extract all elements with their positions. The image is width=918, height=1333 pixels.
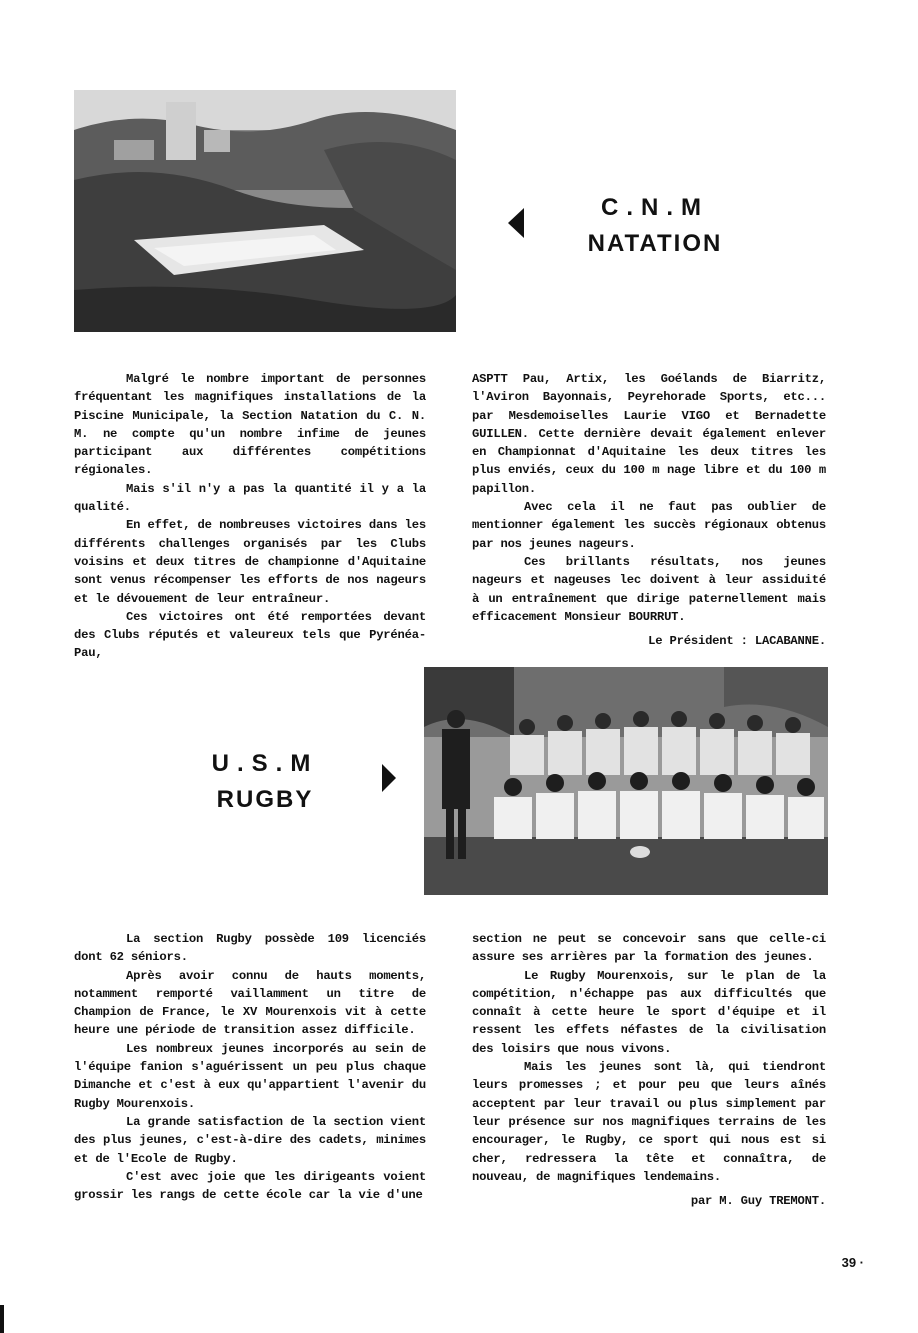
right-arrow-icon: [382, 764, 396, 792]
natation-title: [560, 190, 750, 262]
rugby-column-1: [74, 930, 426, 1204]
paragraph: Ces brillants résultats, nos jeunes nageurs et nageuses lec doivent à leur assiduité à un entraînement que dirige paternellement mais efficacement Monsieur BOURRUT.: [472, 554, 826, 624]
paragraph: ASPTT Pau, Artix, les Goélands de Biarritz, l'Aviron Bayonnais, Peyrehorade Sports, etc... par Mesdemoiselles Laurie VIGO et Bernadette GUILLEN. Cette dernière devait également enlever en Championnat d'Aquitaine les deux titres les plus enviés, ceux du 100 m nage libre et du 100 m papillon.: [472, 372, 826, 496]
rugby-signature: par M. Guy TREMONT.: [690, 1194, 826, 1209]
natation-column-1: [74, 370, 426, 663]
paragraph: section ne peut se concevoir sans que celle-ci assure ses arrières par la formation des jeunes.: [472, 932, 826, 965]
paragraph: Mais s'il n'y a pas la quantité il y a la qualité.: [74, 481, 426, 515]
paragraph: En effet, de nombreuses victoires dans les différents challenges organisés par les Clubs voisins et deux titres de championne d'Aquitaine sont venus récompenser les efforts de nos nageurs et le dévouement de leur entraîneur.: [74, 518, 426, 606]
paragraph: Le Rugby Mourenxois, sur le plan de la compétition, n'échappe pas aux difficultés que connaît à cette heure le sport d'équipe et il ressent les effets néfastes de la civilisation des loisirs que nous vivons.: [472, 968, 826, 1056]
pool-photo: [74, 90, 456, 332]
paragraph: Après avoir connu de hauts moments, notamment remporté vaillamment un titre de Champion de France, le XV Mourenxois vit à cette heure une période de transition assez difficile.: [74, 968, 426, 1038]
rugby-column-2: [472, 930, 826, 1210]
rugby-title-line1: U.S.M: [211, 750, 319, 777]
natation-title-line1: C.N.M: [601, 194, 709, 221]
paragraph: Ces victoires ont été remportées devant des Clubs réputés et valeureux tels que Pyrénéa-Pau,: [74, 609, 426, 661]
rugby-team-photo: [424, 667, 828, 895]
left-arrow-icon: [508, 208, 524, 238]
paragraph: C'est avec joie que les dirigeants voient grossir les rangs de cette école car la vie d'une: [74, 1169, 426, 1203]
scan-edge-mark: [0, 1305, 4, 1333]
page-number: 39 ·: [841, 1255, 864, 1270]
paragraph: Avec cela il ne faut pas oublier de mentionner également les succès régionaux obtenus par nos jeunes nageurs.: [472, 500, 826, 551]
rugby-title-line2: RUGBY: [216, 786, 314, 813]
natation-title-line2: NATATION: [587, 230, 723, 257]
paragraph: La grande satisfaction de la section vient des plus jeunes, c'est-à-dire des cadets, minimes et de l'Ecole de Rugby.: [74, 1114, 426, 1166]
natation-column-2: [472, 370, 826, 650]
paragraph: Mais les jeunes sont là, qui tiendront leurs promesses ; et pour peu que leurs aînés acceptent par leur travail ou plus simplement par leur présence sur nos magnifiques terrains de les encourager, le Rugby, ce sport qui nous est si cher, redressera la tête et connaîtra, de nouveau, de magnifiques lendemains.: [472, 1060, 826, 1184]
natation-signature: Le Président : LACABANNE.: [648, 634, 826, 649]
rugby-title: [165, 746, 365, 818]
paragraph: Les nombreux jeunes incorporés au sein de l'équipe fanion s'aguérissent un peu plus chaque Dimanche et c'est à eux qu'appartient l'avenir du Rugby Mourenxois.: [74, 1041, 426, 1111]
paragraph: La section Rugby possède 109 licenciés dont 62 séniors.: [74, 932, 426, 965]
paragraph: Malgré le nombre important de personnes fréquentant les magnifiques installations de la Piscine Municipale, la Section Natation du C. N. M. ne compte qu'un nombre infime de jeunes participant aux différentes compétitions régionales.: [74, 372, 426, 478]
